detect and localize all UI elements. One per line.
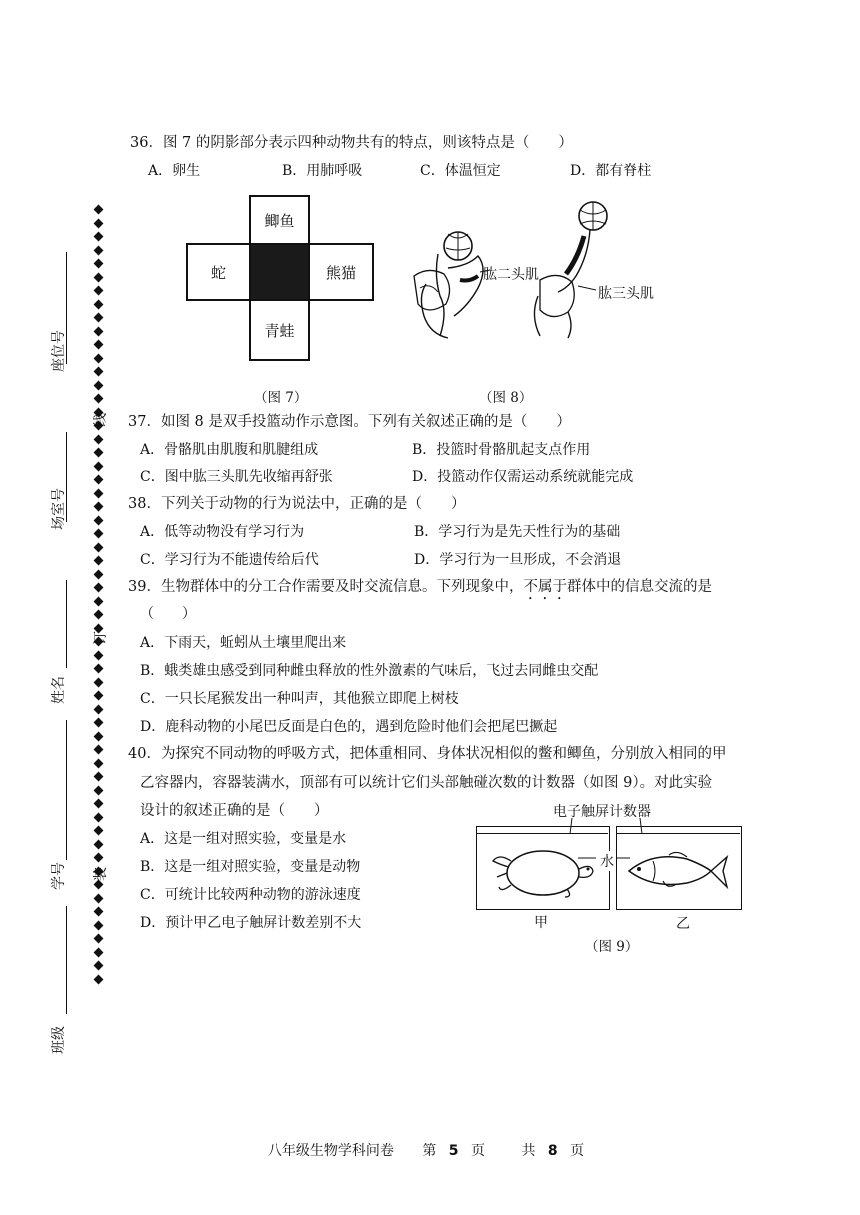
q40-option-c: C．可统计比较两种动物的游泳速度 [140,887,361,903]
fig8-caption: （图 8） [479,390,533,406]
diamond-mark [93,488,103,498]
fig9-counter-label: 电子触屏计数器 [553,804,651,820]
q39-option-b: B．蛾类雄虫感受到同种雌虫释放的性外激素的气味后，飞过去同雌虫交配 [140,663,599,679]
q40-option-a: A．这是一组对照实验，变量是水 [140,831,347,847]
diamond-mark [93,677,103,687]
fig8-label-biceps: 肱二头肌 [483,267,539,283]
q38-option-c: C．学习行为不能遗传给后代 [140,552,319,568]
diamond-mark [93,839,103,849]
q39-option-d: D．鹿科动物的小尾巴反面是白色的，遇到危险时他们会把尾巴撅起 [140,719,558,735]
diamond-mark [93,313,103,323]
class-label: 班级 [51,1026,67,1054]
q36-stem: 36．图 7 的阴影部分表示四种动物共有的特点，则该特点是（ ） [130,135,573,151]
seal-bind-char: 装 [93,867,109,881]
room-number-label: 场室号 [51,488,67,530]
q38-stem: 38．下列关于动物的行为说法中，正确的是（ ） [128,496,466,512]
q36-option-d: D．都有脊柱 [570,163,652,179]
footer-total-suffix: 页 [570,1143,585,1159]
diamond-mark [93,502,103,512]
diamond-mark [93,785,103,795]
diamond-mark [93,826,103,836]
q39-answer-paren: （ ） [140,606,196,622]
q40-stem-line3: 设计的叙述正确的是（ ） [140,803,329,819]
diamond-mark [93,664,103,674]
diamond-mark [93,650,103,660]
student-id-line [66,720,67,860]
name-line [66,580,67,668]
diamond-mark [93,326,103,336]
diamond-mark [93,394,103,404]
fig9-tank-a-label: 甲 [534,915,548,931]
q38-option-b: B．学习行为是先天性行为的基础 [414,524,621,540]
fig9-caption: （图 9） [585,939,639,955]
footer-page-indicator [414,1143,493,1159]
q39-stem-part1: 39．生物群体中的分工合作需要及时交流信息。下列现象中， [128,579,524,595]
diamond-mark [93,704,103,714]
diamond-mark [93,448,103,458]
class-line [66,906,67,1014]
footer-page-suffix: 页 [471,1143,485,1159]
q39-stem [128,579,712,603]
q37-option-b: B．投篮时骨骼肌起支点作用 [412,442,591,458]
diamond-mark [93,299,103,309]
fish-icon [623,847,733,897]
diamond-mark [93,272,103,282]
diamond-mark [93,367,103,377]
diamond-mark [93,529,103,539]
diamond-mark [93,286,103,296]
diamond-mark [93,340,103,350]
diamond-mark [93,947,103,957]
tank-a [476,826,610,910]
q40-stem-line1: 40．为探究不同动物的呼吸方式，把体重相同、身体状况相似的鳖和鲫鱼，分别放入相同的甲 [128,746,727,762]
q40-stem-line2: 乙容器内，容器装满水，顶部有可以统计它们头部触碰次数的计数器（如图 9）。对此实验 [140,775,713,791]
diamond-mark [93,610,103,620]
q36-option-a: A．卵生 [148,163,201,179]
diamond-mark [93,691,103,701]
q37-option-a: A．骨骼肌由肌腹和肌腱组成 [140,442,319,458]
diamond-mark [93,596,103,606]
name-label: 姓名 [51,676,67,704]
diamond-mark [93,583,103,593]
tank-b [616,826,742,910]
q37-option-c: C．图中肱三头肌先收缩再舒张 [140,469,333,485]
q40-option-b: B．这是一组对照实验，变量是动物 [140,859,361,875]
diamond-mark [93,434,103,444]
fig7-bottom-cell: 青蛙 [249,299,310,361]
q39-option-c: C．一只长尾猴发出一种叫声，其他猴立即爬上树枝 [140,691,459,707]
q38-option-a: A．低等动物没有学习行为 [140,524,305,540]
fig8-label-triceps: 肱三头肌 [598,286,654,302]
seat-number-label: 座位号 [51,330,67,372]
diamond-mark [93,232,103,242]
diamond-mark [93,380,103,390]
fig9-water-label: 水 [599,851,615,871]
page-footer [0,1140,860,1160]
diamond-mark [93,205,103,215]
diamond-mark [93,353,103,363]
seal-line-char: 线 [93,413,109,427]
diamond-mark [93,799,103,809]
diamond-mark [93,772,103,782]
diamond-mark [93,974,103,984]
fig7-caption: （图 7） [254,390,308,406]
q39-option-a: A．下雨天，蚯蚓从土壤里爬出来 [140,635,347,651]
fig7-left-cell: 蛇 [186,243,251,301]
tank-b-waterline [617,833,740,834]
diamond-mark [93,758,103,768]
footer-title: 八年级生物学科问卷 [267,1143,394,1159]
tank-a-waterline [477,833,608,834]
diamond-mark [93,961,103,971]
footer-page-prefix: 第 [422,1143,437,1159]
diamond-mark [93,475,103,485]
fig7-shaded-center [249,243,310,301]
diamond-mark [93,259,103,269]
fig7-top-cell: 鲫鱼 [249,195,310,245]
footer-page-number: 5 [448,1143,459,1159]
diamond-mark [93,934,103,944]
diamond-mark [93,569,103,579]
diamond-mark [93,907,103,917]
q38-option-d: D．学习行为一旦形成，不会消退 [414,552,622,568]
diamond-mark [93,745,103,755]
footer-total-prefix: 共 [521,1143,536,1159]
turtle-icon [487,843,597,903]
diamond-mark [93,556,103,566]
q37-option-d: D．投篮动作仅需运动系统就能完成 [412,469,634,485]
diamond-mark [93,515,103,525]
diamond-mark [93,245,103,255]
footer-total-number: 8 [547,1143,558,1159]
diamond-mark [93,718,103,728]
diamond-mark [93,893,103,903]
diamond-mark [93,812,103,822]
q39-stem-emphasis: 不属于 [523,579,567,595]
diamond-mark [93,920,103,930]
diamond-mark [93,218,103,228]
binding-diamond-border [92,204,104,1104]
q40-option-d: D．预计甲乙电子触屏计数差别不大 [140,915,362,931]
footer-total-indicator [513,1143,592,1159]
q36-option-b: B．用肺呼吸 [282,163,363,179]
q39-stem-part2: 群体中的信息交流的是 [566,579,712,595]
diamond-mark [93,461,103,471]
fig7-right-cell: 熊猫 [308,243,374,301]
q37-stem: 37．如图 8 是双手投篮动作示意图。下列有关叙述正确的是（ ） [128,414,571,430]
diamond-mark [93,880,103,890]
q36-option-c: C．体温恒定 [420,163,501,179]
diamond-mark [93,731,103,741]
diamond-mark [93,542,103,552]
fig9-tank-b-label: 乙 [676,916,690,932]
student-id-label: 学号 [51,862,67,890]
diamond-mark [93,853,103,863]
seal-order-char: 订 [93,631,109,645]
